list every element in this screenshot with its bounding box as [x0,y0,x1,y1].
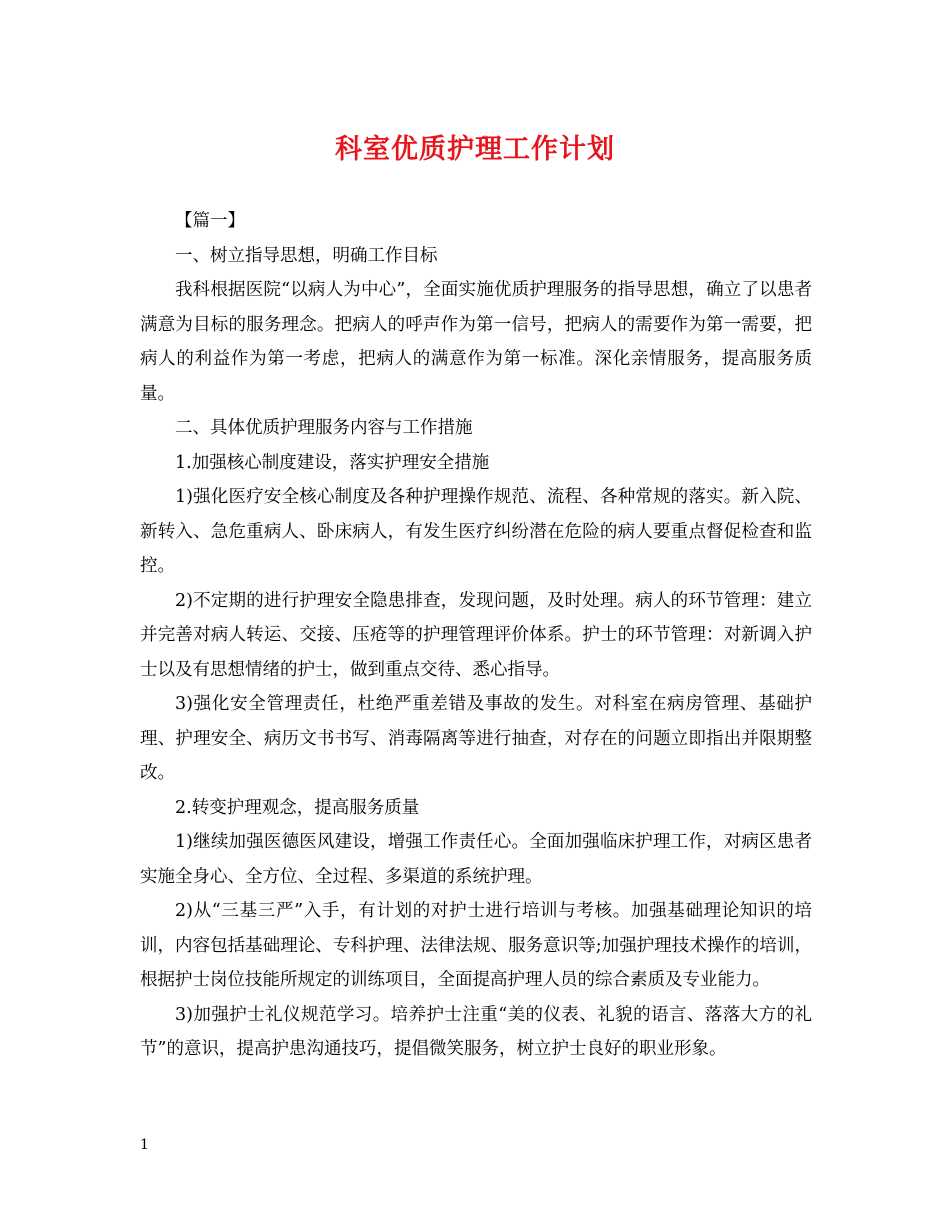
subheading-core-system: 1.加强核心制度建设，落实护理安全措施 [175,452,490,473]
paragraph-medical-ethics: 1)继续加强医德医风建设，增强工作责任心。全面加强临床护理工作，对病区患者实施全身心、全方位、全过程、多渠道的系统护理。 [140,832,812,887]
document-title: 科室优质护理工作计划 [335,134,615,165]
paragraph-training: 2)从“三基三严”入手，有计划的对护士进行培训与考核。加强基础理论知识的培训，内容包括基础理论、专科护理、法律法规、服务意识等;加强护理技术操作的培训，根据护士岗位技能所规定的训练项目，全面提高护理人员的综合素质及专业能力。 [140,901,812,990]
subheading-service-quality: 2.转变护理观念，提高服务质量 [175,797,420,818]
document-body [140,204,812,1067]
paragraph-safety-system: 1)强化医疗安全核心制度及各种护理操作规范、流程、各种常规的落实。新入院、新转入、急危重病人、卧床病人，有发生医疗纠纷潜在危险的病人要重点督促检查和监控。 [140,487,812,576]
section-label: 【篇一】 [175,211,245,231]
paragraph-risk-check: 2)不定期的进行护理安全隐患排查，发现问题，及时处理。病人的环节管理：建立并完善对病人转运、交接、压疮等的护理管理评价体系。护士的环节管理：对新调入护士以及有思想情绪的护士，做到重点交待、悉心指导。 [140,590,812,680]
heading-guiding-thought: 一、树立指导思想，明确工作目标 [175,245,438,266]
paragraph-etiquette: 3)加强护士礼仪规范学习。培养护士注重“美的仪表、礼貌的语言、落落大方的礼节”的意识，提高护患沟通技巧，提倡微笑服务，树立护士良好的职业形象。 [140,1004,812,1059]
page-number: 1 [140,1137,149,1153]
heading-service-measures: 二、具体优质护理服务内容与工作措施 [175,418,473,438]
paragraph-safety-responsibility: 3)强化安全管理责任，杜绝严重差错及事故的发生。对科室在病房管理、基础护理、护理安全、病历文书书写、消毒隔离等进行抽查，对存在的问题立即指出并限期整改。 [140,694,812,783]
paragraph-service-concept: 我科根据医院“以病人为中心”，全面实施优质护理服务的指导思想，确立了以患者满意为目标的服务理念。把病人的呼声作为第一信号，把病人的需要作为第一需要，把病人的利益作为第一考虑，把病人的满意作为第一标准。深化亲情服务，提高服务质量。 [140,280,812,404]
